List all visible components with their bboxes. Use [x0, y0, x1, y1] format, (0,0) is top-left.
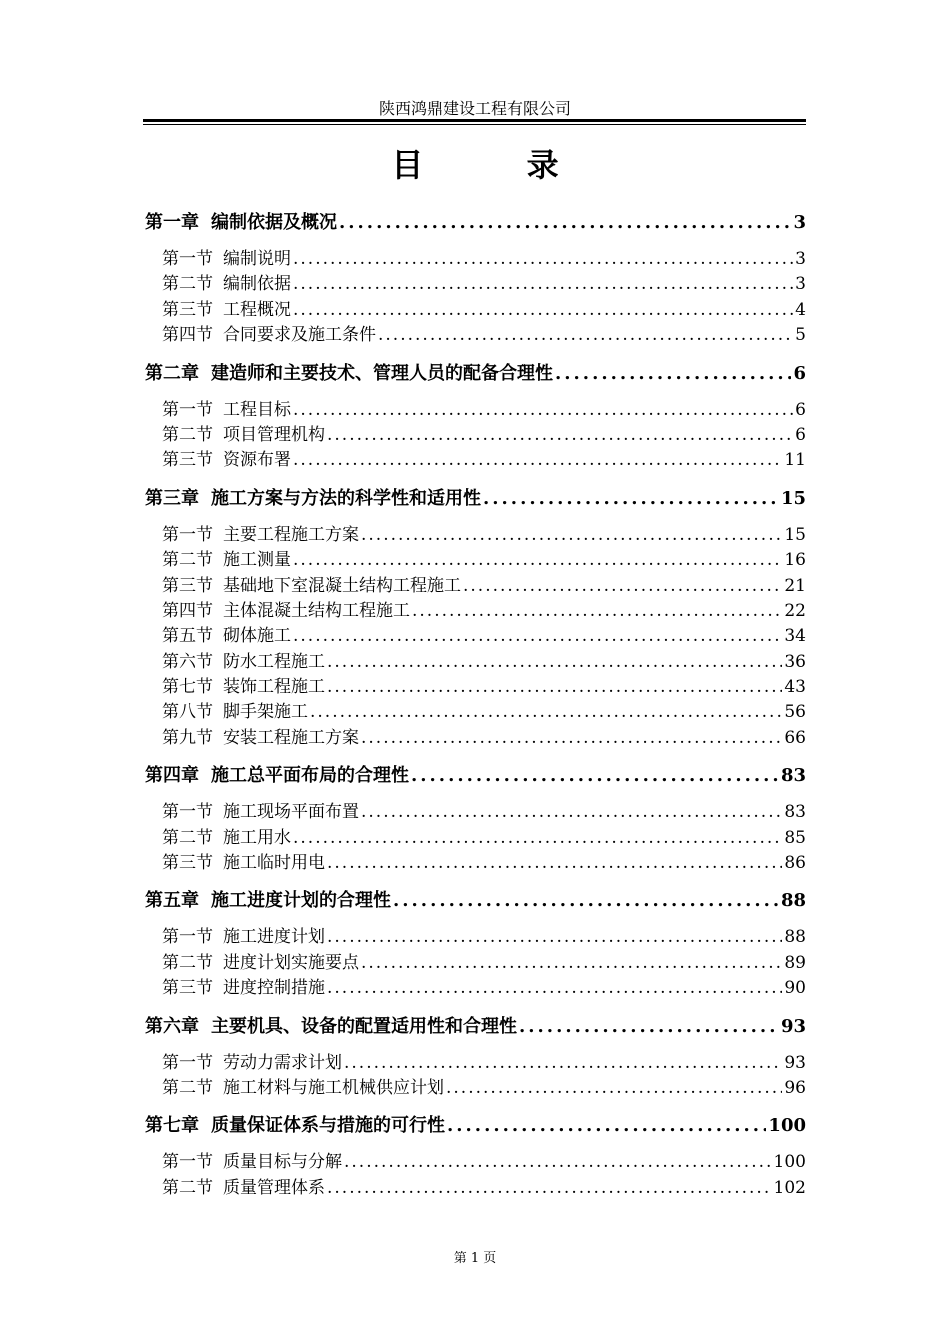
- toc-section-number: 第二节: [162, 827, 213, 848]
- toc-chapter-number: 第六章: [145, 1015, 199, 1037]
- toc-dot-leader: [361, 523, 782, 548]
- toc-section-entry[interactable]: [145, 726, 806, 751]
- toc-section-label: [162, 398, 293, 423]
- toc-chapter-number: 第一章: [145, 212, 199, 233]
- toc-section-page: 5: [795, 325, 806, 346]
- toc-chapter-entry[interactable]: [145, 361, 806, 387]
- toc-chapter-title: 施工总平面布局的合理性: [211, 765, 409, 787]
- toc-section-label: [162, 247, 293, 272]
- toc-section-label: [162, 800, 361, 825]
- toc-section-number: 第六节: [162, 651, 213, 672]
- toc-dot-leader: [293, 398, 793, 423]
- toc-chapter-title: 编制依据及概况: [211, 212, 337, 233]
- toc-section-page: 15: [784, 524, 806, 545]
- toc-dot-leader: [293, 548, 782, 573]
- toc-chapter-label: [145, 210, 339, 236]
- toc-section-label: [162, 650, 327, 675]
- toc-section-label: [162, 1150, 344, 1175]
- toc-section-number: 第三节: [162, 853, 213, 874]
- toc-section-number: 第一节: [162, 1152, 213, 1173]
- toc-dot-leader: [310, 700, 782, 725]
- page-footer: 第 1 页: [453, 1251, 497, 1266]
- toc-section-page: 11: [784, 450, 806, 471]
- toc-chapter-page: 6: [793, 362, 806, 384]
- toc-dot-leader: [327, 925, 782, 950]
- toc-section-label: [162, 675, 327, 700]
- toc-section-title: 施工材料与施工机械供应计划: [223, 1077, 444, 1098]
- toc-section-entry[interactable]: [145, 398, 806, 423]
- toc-section-number: 第二节: [162, 952, 213, 973]
- toc-section-page: 43: [784, 677, 806, 698]
- toc-chapter-label: [145, 1113, 447, 1139]
- toc-section-entry[interactable]: [145, 298, 806, 323]
- toc-section-number: 第三节: [162, 450, 213, 471]
- toc-dot-leader: [446, 1076, 782, 1101]
- toc-section-page: 4: [795, 299, 806, 320]
- toc-section-title: 进度控制措施: [223, 978, 325, 999]
- toc-section-page: 22: [784, 600, 806, 621]
- toc-dot-leader: [327, 851, 782, 876]
- toc-section-title: 脚手架施工: [223, 702, 308, 723]
- toc-section-title: 质量管理体系: [223, 1177, 325, 1198]
- toc-chapter-label: [145, 486, 483, 512]
- toc-section-entry[interactable]: [145, 1051, 806, 1076]
- toc-section-number: 第二节: [162, 550, 213, 571]
- toc-dot-leader: [327, 976, 782, 1001]
- toc-chapter-label: [145, 888, 393, 914]
- toc-section-title: 安装工程施工方案: [223, 727, 359, 748]
- toc-chapter-entry[interactable]: [145, 1113, 806, 1139]
- toc-section-label: [162, 925, 327, 950]
- toc-section-entry[interactable]: [145, 599, 806, 624]
- header-rule-thick: [143, 119, 806, 122]
- toc-section-number: 第四节: [162, 325, 213, 346]
- toc-section-page: 3: [795, 274, 806, 295]
- toc-section-page: 16: [784, 550, 806, 571]
- toc-section-number: 第二节: [162, 424, 213, 445]
- toc-section-entry[interactable]: [145, 523, 806, 548]
- toc-section-entry[interactable]: [145, 448, 806, 473]
- toc-section-page: 85: [784, 827, 806, 848]
- toc-section-title: 工程概况: [223, 299, 291, 320]
- toc-section-title: 劳动力需求计划: [223, 1052, 342, 1073]
- toc-section-number: 第三节: [162, 299, 213, 320]
- toc-section-page: 89: [784, 952, 806, 973]
- toc-section-title: 砌体施工: [223, 626, 291, 647]
- toc-section-label: [162, 826, 293, 851]
- toc-section-entry[interactable]: [145, 423, 806, 448]
- toc-chapter-number: 第七章: [145, 1115, 199, 1137]
- toc-section-label: [162, 976, 327, 1001]
- toc-section-number: 第二节: [162, 274, 213, 295]
- toc-chapter-page: 93: [780, 1015, 806, 1037]
- toc-section-page: 21: [784, 575, 806, 596]
- toc-chapter-number: 第五章: [145, 890, 199, 912]
- toc-section-page: 3: [795, 249, 806, 269]
- toc-chapter-entry[interactable]: [145, 210, 806, 236]
- toc-section-title: 项目管理机构: [223, 424, 325, 445]
- toc-dot-leader: [327, 423, 793, 448]
- toc-section-entry[interactable]: [145, 1176, 806, 1201]
- toc-dot-leader: [293, 624, 782, 649]
- toc-section-title: 资源布署: [223, 450, 291, 471]
- toc-chapter-label: [145, 763, 411, 789]
- toc-section-entry[interactable]: [145, 700, 806, 725]
- toc-dot-leader: [327, 650, 782, 675]
- toc-section-page: 86: [784, 853, 806, 874]
- toc-dot-leader: [411, 763, 779, 789]
- toc-section-entry[interactable]: [145, 800, 806, 825]
- toc-section-label: [162, 448, 293, 473]
- toc-dot-leader: [393, 888, 779, 914]
- toc-dot-leader: [344, 1051, 782, 1076]
- toc-section-number: 第一节: [162, 802, 213, 823]
- toc-dot-leader: [361, 726, 782, 751]
- toc-section-page: 6: [795, 399, 806, 420]
- toc-dot-leader: [361, 800, 782, 825]
- table-of-contents: [145, 210, 806, 1201]
- page-title: 目 录: [391, 146, 605, 184]
- toc-chapter-page: 83: [780, 765, 806, 787]
- toc-chapter-title: 主要机具、设备的配置适用性和合理性: [211, 1015, 517, 1037]
- toc-dot-leader: [412, 599, 782, 624]
- toc-section-entry[interactable]: [145, 624, 806, 649]
- toc-section-page: 93: [784, 1052, 806, 1073]
- toc-dot-leader: [293, 272, 793, 297]
- toc-section-entry[interactable]: [145, 1076, 806, 1101]
- toc-section-page: 90: [784, 978, 806, 999]
- toc-section-label: [162, 726, 361, 751]
- toc-dot-leader: [327, 675, 782, 700]
- toc-section-label: [162, 1076, 446, 1101]
- toc-section-label: [162, 1051, 344, 1076]
- toc-section-label: [162, 548, 293, 573]
- toc-section-entry[interactable]: [145, 675, 806, 700]
- toc-section-page: 102: [773, 1177, 806, 1198]
- toc-section-label: [162, 951, 361, 976]
- toc-chapter-entry[interactable]: [145, 1014, 806, 1040]
- toc-chapter-page: 88: [780, 890, 806, 912]
- toc-section-label: [162, 272, 293, 297]
- toc-section-page: 100: [773, 1152, 806, 1173]
- toc-section-title: 合同要求及施工条件: [223, 325, 376, 346]
- toc-dot-leader: [519, 1014, 779, 1040]
- toc-section-number: 第一节: [162, 399, 213, 420]
- toc-chapter-page: 3: [793, 212, 806, 233]
- toc-section-entry[interactable]: [145, 1150, 806, 1175]
- toc-section-page: 88: [784, 927, 806, 948]
- toc-section-label: [162, 851, 327, 876]
- toc-section-title: 施工临时用电: [223, 853, 325, 874]
- toc-dot-leader: [293, 448, 782, 473]
- toc-section-entry[interactable]: [145, 574, 806, 599]
- toc-section-entry[interactable]: [145, 925, 806, 950]
- toc-dot-leader: [463, 574, 782, 599]
- toc-section-label: [162, 523, 361, 548]
- toc-section-title: 编制说明: [223, 249, 291, 269]
- toc-chapter-number: 第二章: [145, 362, 199, 384]
- toc-section-number: 第二节: [162, 1077, 213, 1098]
- toc-section-page: 83: [784, 802, 806, 823]
- toc-section-number: 第三节: [162, 978, 213, 999]
- toc-section-page: 96: [784, 1077, 806, 1098]
- toc-section-entry[interactable]: [145, 650, 806, 675]
- toc-section-page: 66: [784, 727, 806, 748]
- toc-section-title: 主体混凝土结构工程施工: [223, 600, 410, 621]
- toc-chapter-title: 施工方案与方法的科学性和适用性: [211, 487, 481, 509]
- toc-section-title: 施工测量: [223, 550, 291, 571]
- toc-section-title: 施工进度计划: [223, 927, 325, 948]
- toc-chapter-title: 质量保证体系与措施的可行性: [211, 1115, 445, 1137]
- toc-section-entry[interactable]: [145, 247, 806, 272]
- toc-chapter-number: 第四章: [145, 765, 199, 787]
- toc-section-number: 第四节: [162, 600, 213, 621]
- toc-dot-leader: [293, 298, 793, 323]
- toc-section-number: 第二节: [162, 1177, 213, 1198]
- toc-dot-leader: [555, 361, 791, 387]
- toc-chapter-number: 第三章: [145, 487, 199, 509]
- toc-section-label: [162, 423, 327, 448]
- toc-chapter-entry[interactable]: [145, 763, 806, 789]
- toc-section-number: 第三节: [162, 575, 213, 596]
- toc-section-entry[interactable]: [145, 826, 806, 851]
- toc-dot-leader: [293, 247, 793, 272]
- toc-section-number: 第一节: [162, 249, 213, 269]
- toc-dot-leader: [327, 1176, 772, 1201]
- toc-section-title: 主要工程施工方案: [223, 524, 359, 545]
- toc-dot-leader: [447, 1113, 766, 1139]
- toc-section-label: [162, 323, 378, 348]
- toc-section-number: 第九节: [162, 727, 213, 748]
- toc-section-title: 防水工程施工: [223, 651, 325, 672]
- toc-dot-leader: [483, 486, 779, 512]
- toc-section-number: 第七节: [162, 677, 213, 698]
- toc-section-label: [162, 298, 293, 323]
- toc-chapter-label: [145, 361, 555, 387]
- toc-section-number: 第一节: [162, 524, 213, 545]
- toc-section-title: 基础地下室混凝土结构工程施工: [223, 575, 461, 596]
- toc-section-page: 6: [795, 424, 806, 445]
- toc-chapter-entry[interactable]: [145, 888, 806, 914]
- toc-section-entry[interactable]: [145, 951, 806, 976]
- toc-chapter-title: 施工进度计划的合理性: [211, 890, 391, 912]
- toc-section-number: 第一节: [162, 927, 213, 948]
- toc-section-label: [162, 599, 412, 624]
- toc-section-label: [162, 1176, 327, 1201]
- toc-section-title: 施工用水: [223, 827, 291, 848]
- toc-chapter-title: 建造师和主要技术、管理人员的配备合理性: [211, 362, 553, 384]
- toc-section-title: 编制依据: [223, 274, 291, 295]
- toc-section-title: 质量目标与分解: [223, 1152, 342, 1173]
- toc-section-page: 36: [784, 651, 806, 672]
- toc-section-page: 56: [784, 702, 806, 723]
- toc-dot-leader: [344, 1150, 772, 1175]
- toc-section-number: 第一节: [162, 1052, 213, 1073]
- toc-chapter-page: 100: [768, 1115, 806, 1137]
- header-company-name: 陕西鸿鼎建设工程有限公司: [378, 99, 571, 118]
- toc-dot-leader: [339, 210, 791, 236]
- toc-section-entry[interactable]: [145, 548, 806, 573]
- toc-section-label: [162, 700, 310, 725]
- toc-section-number: 第八节: [162, 702, 213, 723]
- toc-chapter-entry[interactable]: [145, 486, 806, 512]
- toc-section-title: 工程目标: [223, 399, 291, 420]
- toc-chapter-label: [145, 1014, 519, 1040]
- toc-dot-leader: [378, 323, 793, 348]
- header-rule-thin: [143, 124, 806, 125]
- toc-section-title: 装饰工程施工: [223, 677, 325, 698]
- toc-dot-leader: [293, 826, 782, 851]
- toc-section-page: 34: [784, 626, 806, 647]
- toc-section-entry[interactable]: [145, 976, 806, 1001]
- toc-chapter-page: 15: [780, 487, 806, 509]
- toc-section-entry[interactable]: [145, 323, 806, 348]
- toc-section-label: [162, 624, 293, 649]
- toc-section-number: 第五节: [162, 626, 213, 647]
- toc-section-entry[interactable]: [145, 272, 806, 297]
- toc-dot-leader: [361, 951, 782, 976]
- toc-section-label: [162, 574, 463, 599]
- toc-section-entry[interactable]: [145, 851, 806, 876]
- toc-section-title: 进度计划实施要点: [223, 952, 359, 973]
- toc-section-title: 施工现场平面布置: [223, 802, 359, 823]
